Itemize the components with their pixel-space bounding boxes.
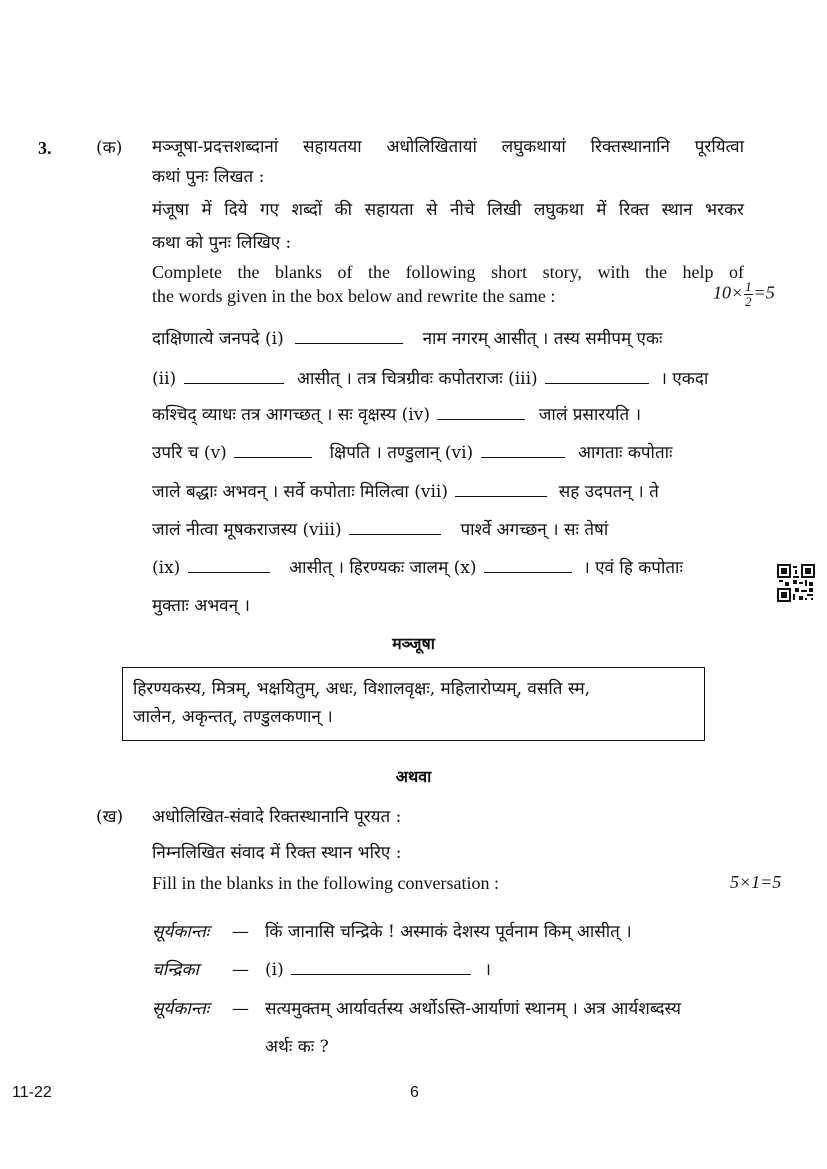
story-line-8: मुक्ताः अभवन् । (152, 596, 250, 616)
dialogue-text-2 (265, 959, 491, 981)
dialogue-text: (i) (265, 960, 284, 980)
dialogue-dash-3: — (232, 999, 249, 1019)
instruction-english-line-1: Complete the blanks of the following short story, with the help of (152, 262, 744, 282)
blank-x[interactable] (484, 558, 572, 573)
story-line-6 (152, 519, 608, 541)
box-title: मञ्जूषा (392, 634, 435, 653)
story-text: आसीत् । हिरण्यकः जालम् (x) (289, 558, 477, 578)
story-text: दाक्षिणात्ये जनपदे (i) (152, 329, 284, 349)
blank-vii[interactable] (455, 482, 547, 497)
marks-prefix: 10× (713, 282, 744, 303)
blank-ix[interactable] (188, 558, 270, 573)
marks-part-b: 5×1=5 (730, 872, 782, 892)
blank-i[interactable] (295, 329, 403, 344)
dialogue-text: । (484, 960, 491, 980)
blank-viii[interactable] (349, 520, 441, 535)
story-text: कश्चिद् व्याधः तत्र आगच्छत् । सः वृक्षस्य (iv) (152, 405, 430, 425)
blank-dialogue-i[interactable] (291, 960, 471, 975)
story-text: (ix) (152, 558, 181, 578)
story-text: । एवं हि कपोताः (583, 558, 683, 578)
fraction-numerator: 1 (745, 279, 752, 294)
fraction-denominator: 2 (745, 294, 752, 309)
story-line-2 (152, 368, 708, 390)
blank-iv[interactable] (437, 405, 525, 420)
story-text: आसीत् । तत्र चित्रग्रीवः कपोतराजः (iii) (296, 369, 538, 389)
story-text: जाले बद्धाः अभवन् । सर्वे कपोताः मिलित्वा (vii) (152, 482, 448, 502)
story-text: जालं प्रसारयति । (538, 405, 642, 425)
instruction-hindi-line-2: कथा को पुनः लिखिए : (152, 233, 292, 253)
dialogue-dash-1: — (232, 922, 249, 942)
part-b-label: (ख) (96, 807, 124, 827)
story-text: (ii) (152, 369, 177, 389)
part-b-instruction-sanskrit: अधोलिखित-संवादे रिक्तस्थानानि पूरयत : (152, 807, 402, 827)
dialogue-text-1: किं जानासि चन्द्रिके ! अस्माकं देशस्य पूर्वनाम किम् आसीत् । (265, 922, 632, 942)
story-text: क्षिपति । तण्डुलान् (vi) (329, 443, 474, 463)
word-box (122, 667, 705, 741)
story-line-3 (152, 404, 641, 426)
dialogue-speaker-3: सूर्यकान्तः (152, 999, 210, 1019)
dialogue-speaker-2: चन्द्रिका (152, 960, 199, 980)
dialogue-text-3: सत्यमुक्तम् आर्यावर्तस्य अर्थोऽस्ति-आर्याणां स्थानम् । अत्र आर्यशब्दस्य (265, 999, 681, 1019)
dialogue-speaker-1: सूर्यकान्तः (152, 922, 210, 942)
qr-code-icon (777, 564, 815, 602)
instruction-sanskrit-line-2: कथां पुनः लिखत : (152, 167, 265, 187)
marks-part-a (713, 280, 775, 309)
part-b-instruction-hindi: निम्नलिखित संवाद में रिक्त स्थान भरिए : (152, 843, 402, 863)
box-line-2: जालेन, अकृन्तत्, तण्डुलकणान् । (133, 707, 333, 727)
or-label: अथवा (395, 767, 432, 786)
story-line-4 (152, 442, 673, 464)
story-line-7 (152, 557, 683, 579)
part-b-instruction-english: Fill in the blanks in the following conversation : (152, 873, 499, 893)
instruction-hindi-line-1: मंजूषा में दिये गए शब्दों की सहायता से नीचे लिखी लघुकथा में रिक्त स्थान भरकर (152, 200, 744, 220)
marks-suffix: =5 (753, 282, 775, 303)
part-a-label: (क) (96, 138, 123, 158)
story-line-1 (152, 328, 662, 350)
marks-fraction (744, 280, 753, 309)
story-text: आगताः कपोताः (577, 443, 673, 463)
story-text: पार्श्वे अगच्छन् । सः तेषां (460, 520, 609, 540)
blank-ii[interactable] (184, 369, 284, 384)
box-line-1: हिरण्यकस्य, मित्रम्, भक्षयितुम्, अधः, विशालवृक्षः, महिलारोप्यम्, वसति स्म, (133, 679, 591, 699)
blank-vi[interactable] (481, 443, 565, 458)
dialogue-text-3-line-2: अर्थः कः ? (265, 1037, 329, 1057)
page-number: 6 (410, 1084, 419, 1101)
question-number: 3. (38, 138, 52, 158)
story-text: जालं नीत्वा मूषकराजस्य (viii) (152, 520, 342, 540)
story-text: उपरि च (v) (152, 443, 227, 463)
instruction-sanskrit-line-1: मञ्जूषा-प्रदत्तशब्दानां सहायतया अधोलिखितायां लघुकथायां रिक्तस्थानानि पूरयित्वा (152, 137, 744, 157)
story-text: । एकदा (660, 369, 709, 389)
story-line-5 (152, 481, 659, 503)
instruction-english-line-2: the words given in the box below and rewrite the same : (152, 286, 556, 306)
blank-v[interactable] (234, 443, 312, 458)
blank-iii[interactable] (545, 369, 649, 384)
dialogue-dash-2: — (232, 960, 249, 980)
footer-code: 11-22 (12, 1084, 52, 1101)
story-text: सह उदपतन् । ते (558, 482, 659, 502)
story-text: नाम नगरम् आसीत् । तस्य समीपम् एकः (422, 329, 663, 349)
